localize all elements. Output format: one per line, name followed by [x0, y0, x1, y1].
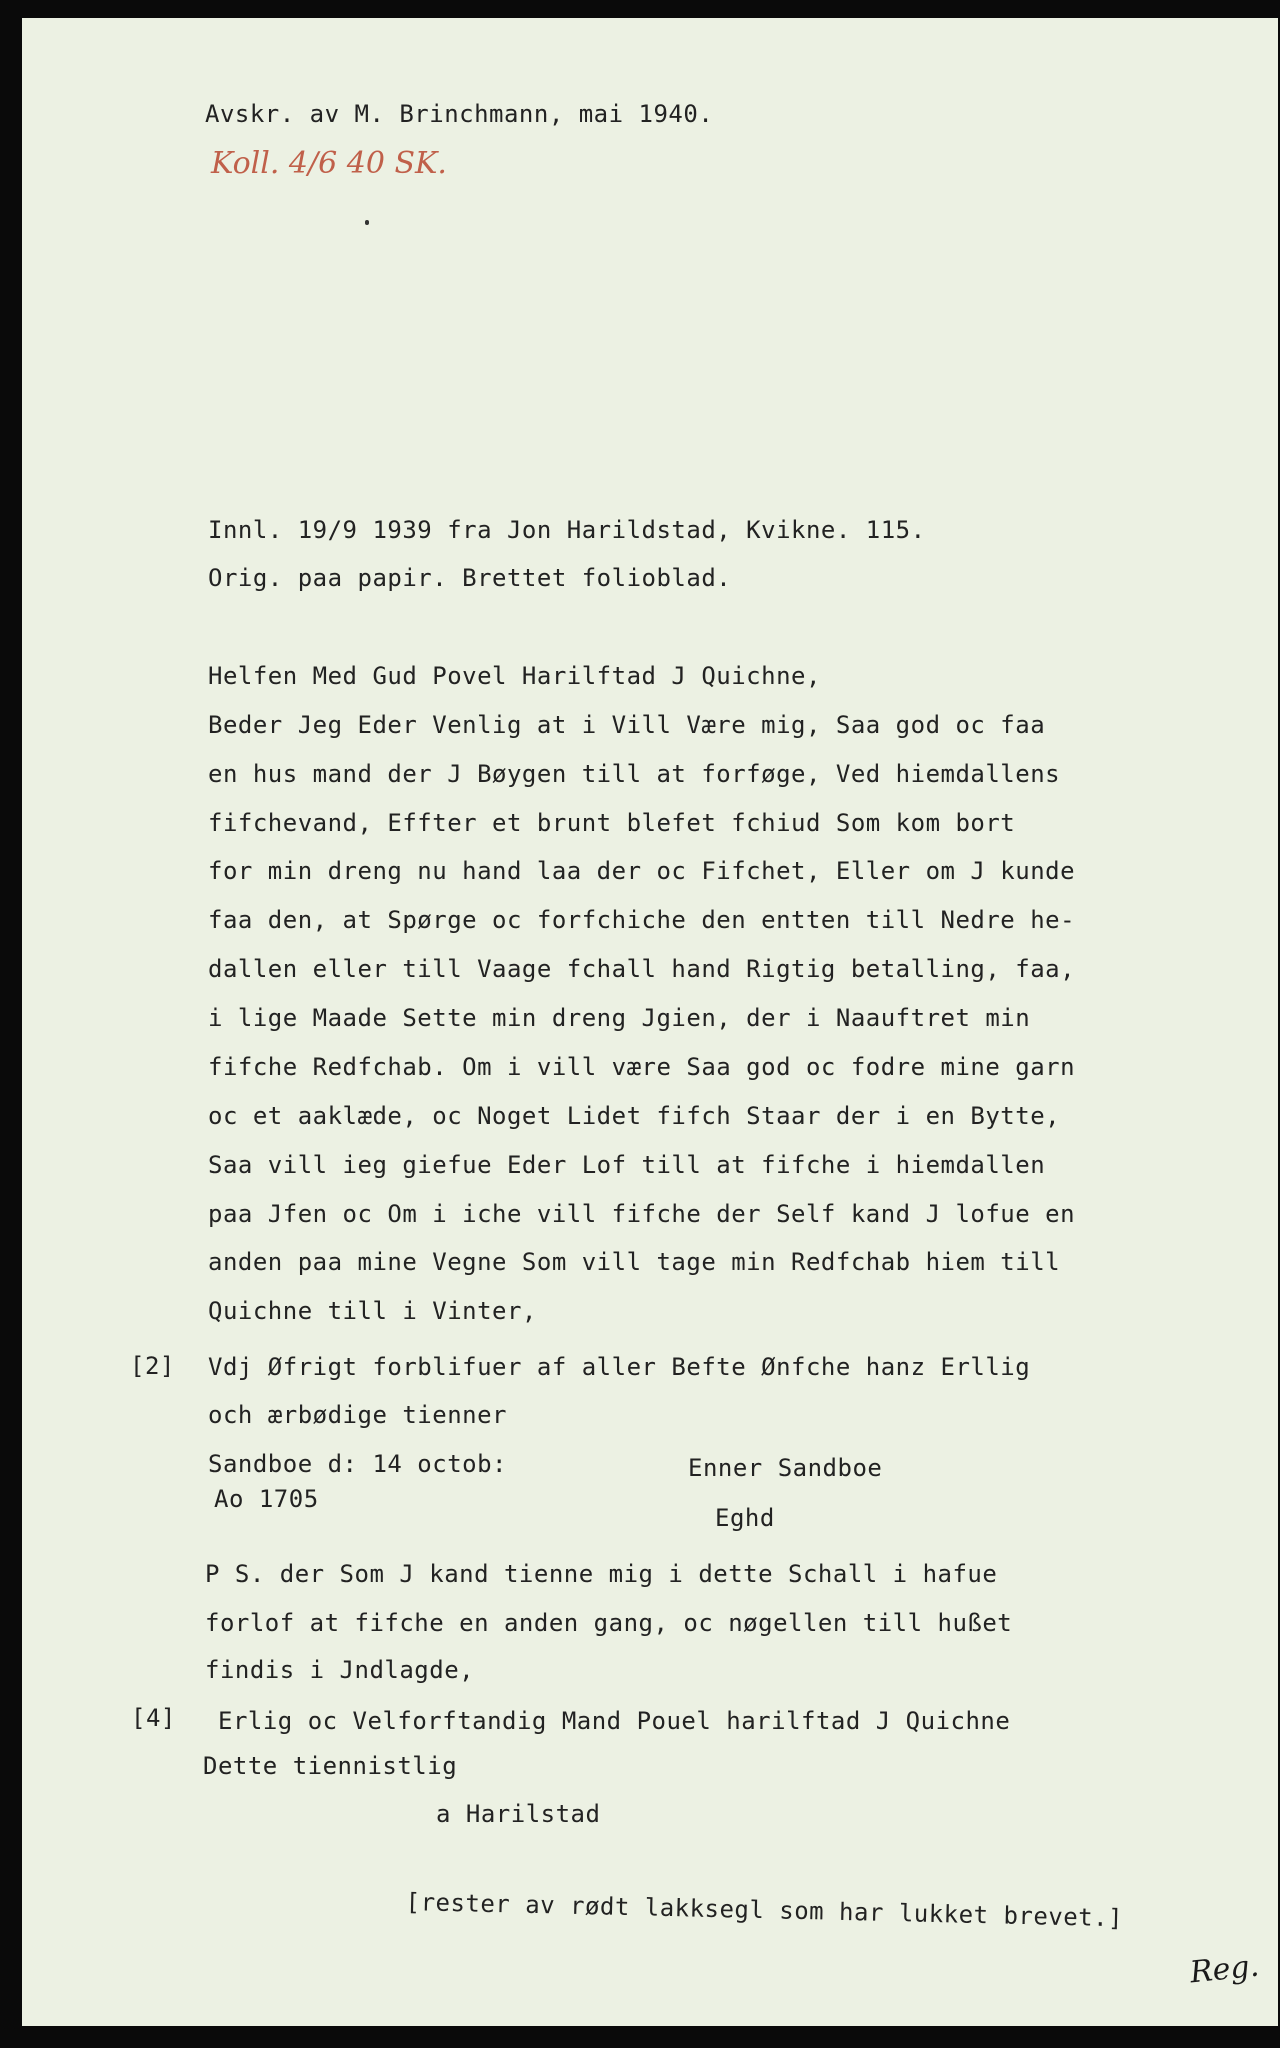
- letter-line: en hus mand der J Bøygen till at forføge, Ved hiemdallens: [208, 760, 1061, 788]
- signature-name: Enner Sandboe: [688, 1454, 883, 1482]
- address-place: a Harilstad: [436, 1800, 601, 1828]
- page-marker: [2]: [130, 1352, 175, 1380]
- signature-title: Eghd: [715, 1504, 775, 1532]
- seal-note: [rester av rødt lakksegl som har lukket brevet.]: [405, 1888, 1124, 1933]
- postscript-line: findis i Jndlagde,: [205, 1656, 475, 1684]
- transcription-note: Avskr. av M. Brinchmann, mai 1940.: [205, 100, 714, 128]
- ink-dot: [365, 220, 369, 225]
- source-line: Innl. 19/9 1939 fra Jon Harildstad, Kvikne. 115.: [208, 516, 926, 544]
- closing-line: och ærbødige tienner: [208, 1401, 507, 1429]
- letter-line: i lige Maade Sette min dreng Jgien, der i Naauftret min: [208, 1004, 1031, 1032]
- page-marker: [4]: [131, 1704, 176, 1732]
- letter-line: fifche Redfchab. Om i vill være Saa god oc fodre mine garn: [208, 1053, 1076, 1081]
- handwritten-check-note: Koll. 4/6 40 SK.: [211, 146, 447, 181]
- letter-line: anden paa mine Vegne Som vill tage min Redfchab hiem till: [208, 1248, 1061, 1276]
- closing-line: Vdj Øfrigt forblifuer af aller Befte Ønfche hanz Erllig: [208, 1353, 1031, 1381]
- address-line: Erlig oc Velforftandig Mand Pouel harilftad J Quichne: [218, 1707, 1011, 1735]
- letter-line: Helfen Med Gud Povel Harilftad J Quichne,: [208, 662, 821, 690]
- letter-line: dallen eller till Vaage fchall hand Rigtig betalling, faa,: [208, 955, 1076, 983]
- archive-page: [22, 18, 1278, 2026]
- postscript-line: P S. der Som J kand tienne mig i dette Schall i hafue: [205, 1560, 998, 1588]
- letter-line: for min dreng nu hand laa der oc Fifchet, Eller om J kunde: [208, 857, 1076, 885]
- letter-line: oc et aaklæde, oc Noget Lidet fifch Staar der i en Bytte,: [208, 1102, 1061, 1130]
- letter-line: faa den, at Spørge oc forfchiche den entten till Nedre he-: [208, 906, 1076, 934]
- letter-line: Beder Jeg Eder Venlig at i Vill Være mig, Saa god oc faa: [208, 711, 1046, 739]
- letter-line: fifchevand, Effter et brunt blefet fchiud Som kom bort: [208, 809, 1016, 837]
- address-line: Dette tiennistlig: [203, 1752, 458, 1780]
- handwritten-reg-mark: Reg.: [1188, 1948, 1261, 1991]
- postscript-line: forlof at fifche en anden gang, oc nøgellen till hußet: [205, 1609, 1013, 1637]
- letter-line: paa Jfen oc Om i iche vill fifche der Self kand J lofue en: [208, 1200, 1076, 1228]
- place-date: Sandboe d: 14 octob:: [208, 1450, 507, 1478]
- year: Ao 1705: [214, 1485, 319, 1513]
- source-description: Orig. paa papir. Brettet folioblad.: [208, 564, 732, 592]
- letter-line: Quichne till i Vinter,: [208, 1297, 537, 1325]
- letter-line: Saa vill ieg giefue Eder Lof till at fifche i hiemdallen: [208, 1151, 1046, 1179]
